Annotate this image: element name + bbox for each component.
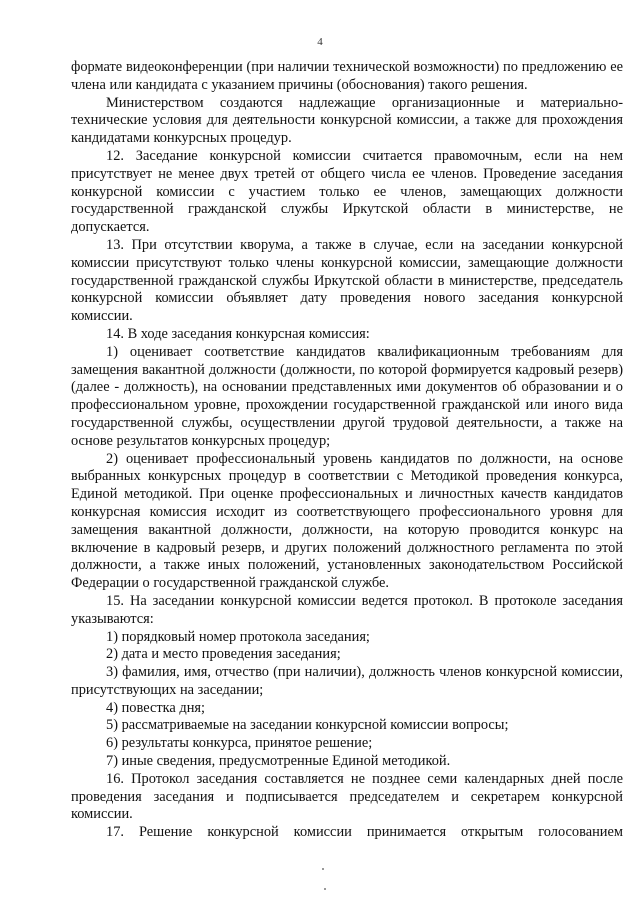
- paragraph-15: 15. На заседании конкурсной комиссии ведется протокол. В протоколе заседания указываются:: [71, 592, 623, 627]
- paragraph-15-item-3: 3) фамилия, имя, отчество (при наличии), должность членов конкурсной комиссии, присутствующих на заседании;: [71, 664, 623, 698]
- paragraph-ministry-conditions: Министерством создаются надлежащие организационные и материально-технические условия для деятельности конкурсной комиссии, а также для прохождения кандидатами конкурсных процедур.: [71, 94, 623, 147]
- paragraph-15-item-5: 5) рассматриваемые на заседании конкурсной комиссии вопросы;: [106, 717, 509, 734]
- paragraph-13: 13. При отсутствии кворума, а также в случае, если на заседании конкурсной комиссии присутствуют только члены конкурсной комиссии, замещающие должности государственной гражданской службы Иркутской области в министерстве, председатель конкурсной комиссии объявляет дату проведения нового заседания конкурсной комиссии.: [71, 236, 623, 325]
- paragraph-16: 16. Протокол заседания составляется не позднее семи календарных дней после проведения заседания и подписывается председателем и секретарем конкурсной комиссии.: [71, 770, 623, 823]
- paragraph-15-item-4: 4) повестка дня;: [106, 699, 206, 716]
- body-text: [71, 59, 623, 842]
- page-number: 4: [317, 36, 323, 48]
- scan-speck: [324, 888, 326, 890]
- paragraph-14-item-2: 2) оценивает профессиональный уровень кандидатов по должности, на основе выбранных конкурсных процедур в соответствии с Методикой проведения конкурса, Единой методикой. При оценке профессиональных и личностных качеств кандидатов конкурсная комиссия исходит из соответствующего профессионального уровня для замещения вакантной должности, должности, на которую проводится конкурс на включение в кадровый резерв, и других положений должностного регламента по этой должности, а также иных положений, установленных законодательством Российской Федерации о государственной гражданской службе.: [71, 450, 623, 592]
- paragraph-14-item-1: 1) оценивает соответствие кандидатов квалификационным требованиям для замещения вакантной должности (должности, по которой формируется кадровый резерв) (далее - должность), на основании представленных ими документов об образовании и о профессиональном уровне, прохождении государственной гражданской или иного вида государственной службы, осуществлении другой трудовой деятельности, а также на основе результатов конкурсных процедур;: [71, 343, 623, 449]
- paragraph-15-item-7: 7) иные сведения, предусмотренные Единой методикой.: [106, 753, 451, 770]
- paragraph-12: 12. Заседание конкурсной комиссии считается правомочным, если на нем присутствует не менее двух третей от общего числа ее членов. Проведение заседания конкурсной комиссии с участием только ее членов, замещающих должности государственной гражданской службы Иркутской области в министерстве, не допускается.: [71, 147, 623, 236]
- paragraph-15-item-1: 1) порядковый номер протокола заседания;: [106, 628, 370, 645]
- paragraph-14: 14. В ходе заседания конкурсная комиссия:: [106, 325, 370, 342]
- paragraph-15-item-2: 2) дата и место проведения заседания;: [106, 646, 341, 663]
- scan-speck: [322, 868, 324, 870]
- paragraph-15-item-6: 6) результаты конкурса, принятое решение;: [106, 735, 373, 752]
- paragraph-17: 17. Решение конкурсной комиссии принимается открытым голосованием: [106, 824, 623, 841]
- paragraph-continuation: формате видеоконференции (при наличии технической возможности) по предложению ее члена или кандидата с указанием причины (обоснования) такого решения.: [71, 59, 623, 93]
